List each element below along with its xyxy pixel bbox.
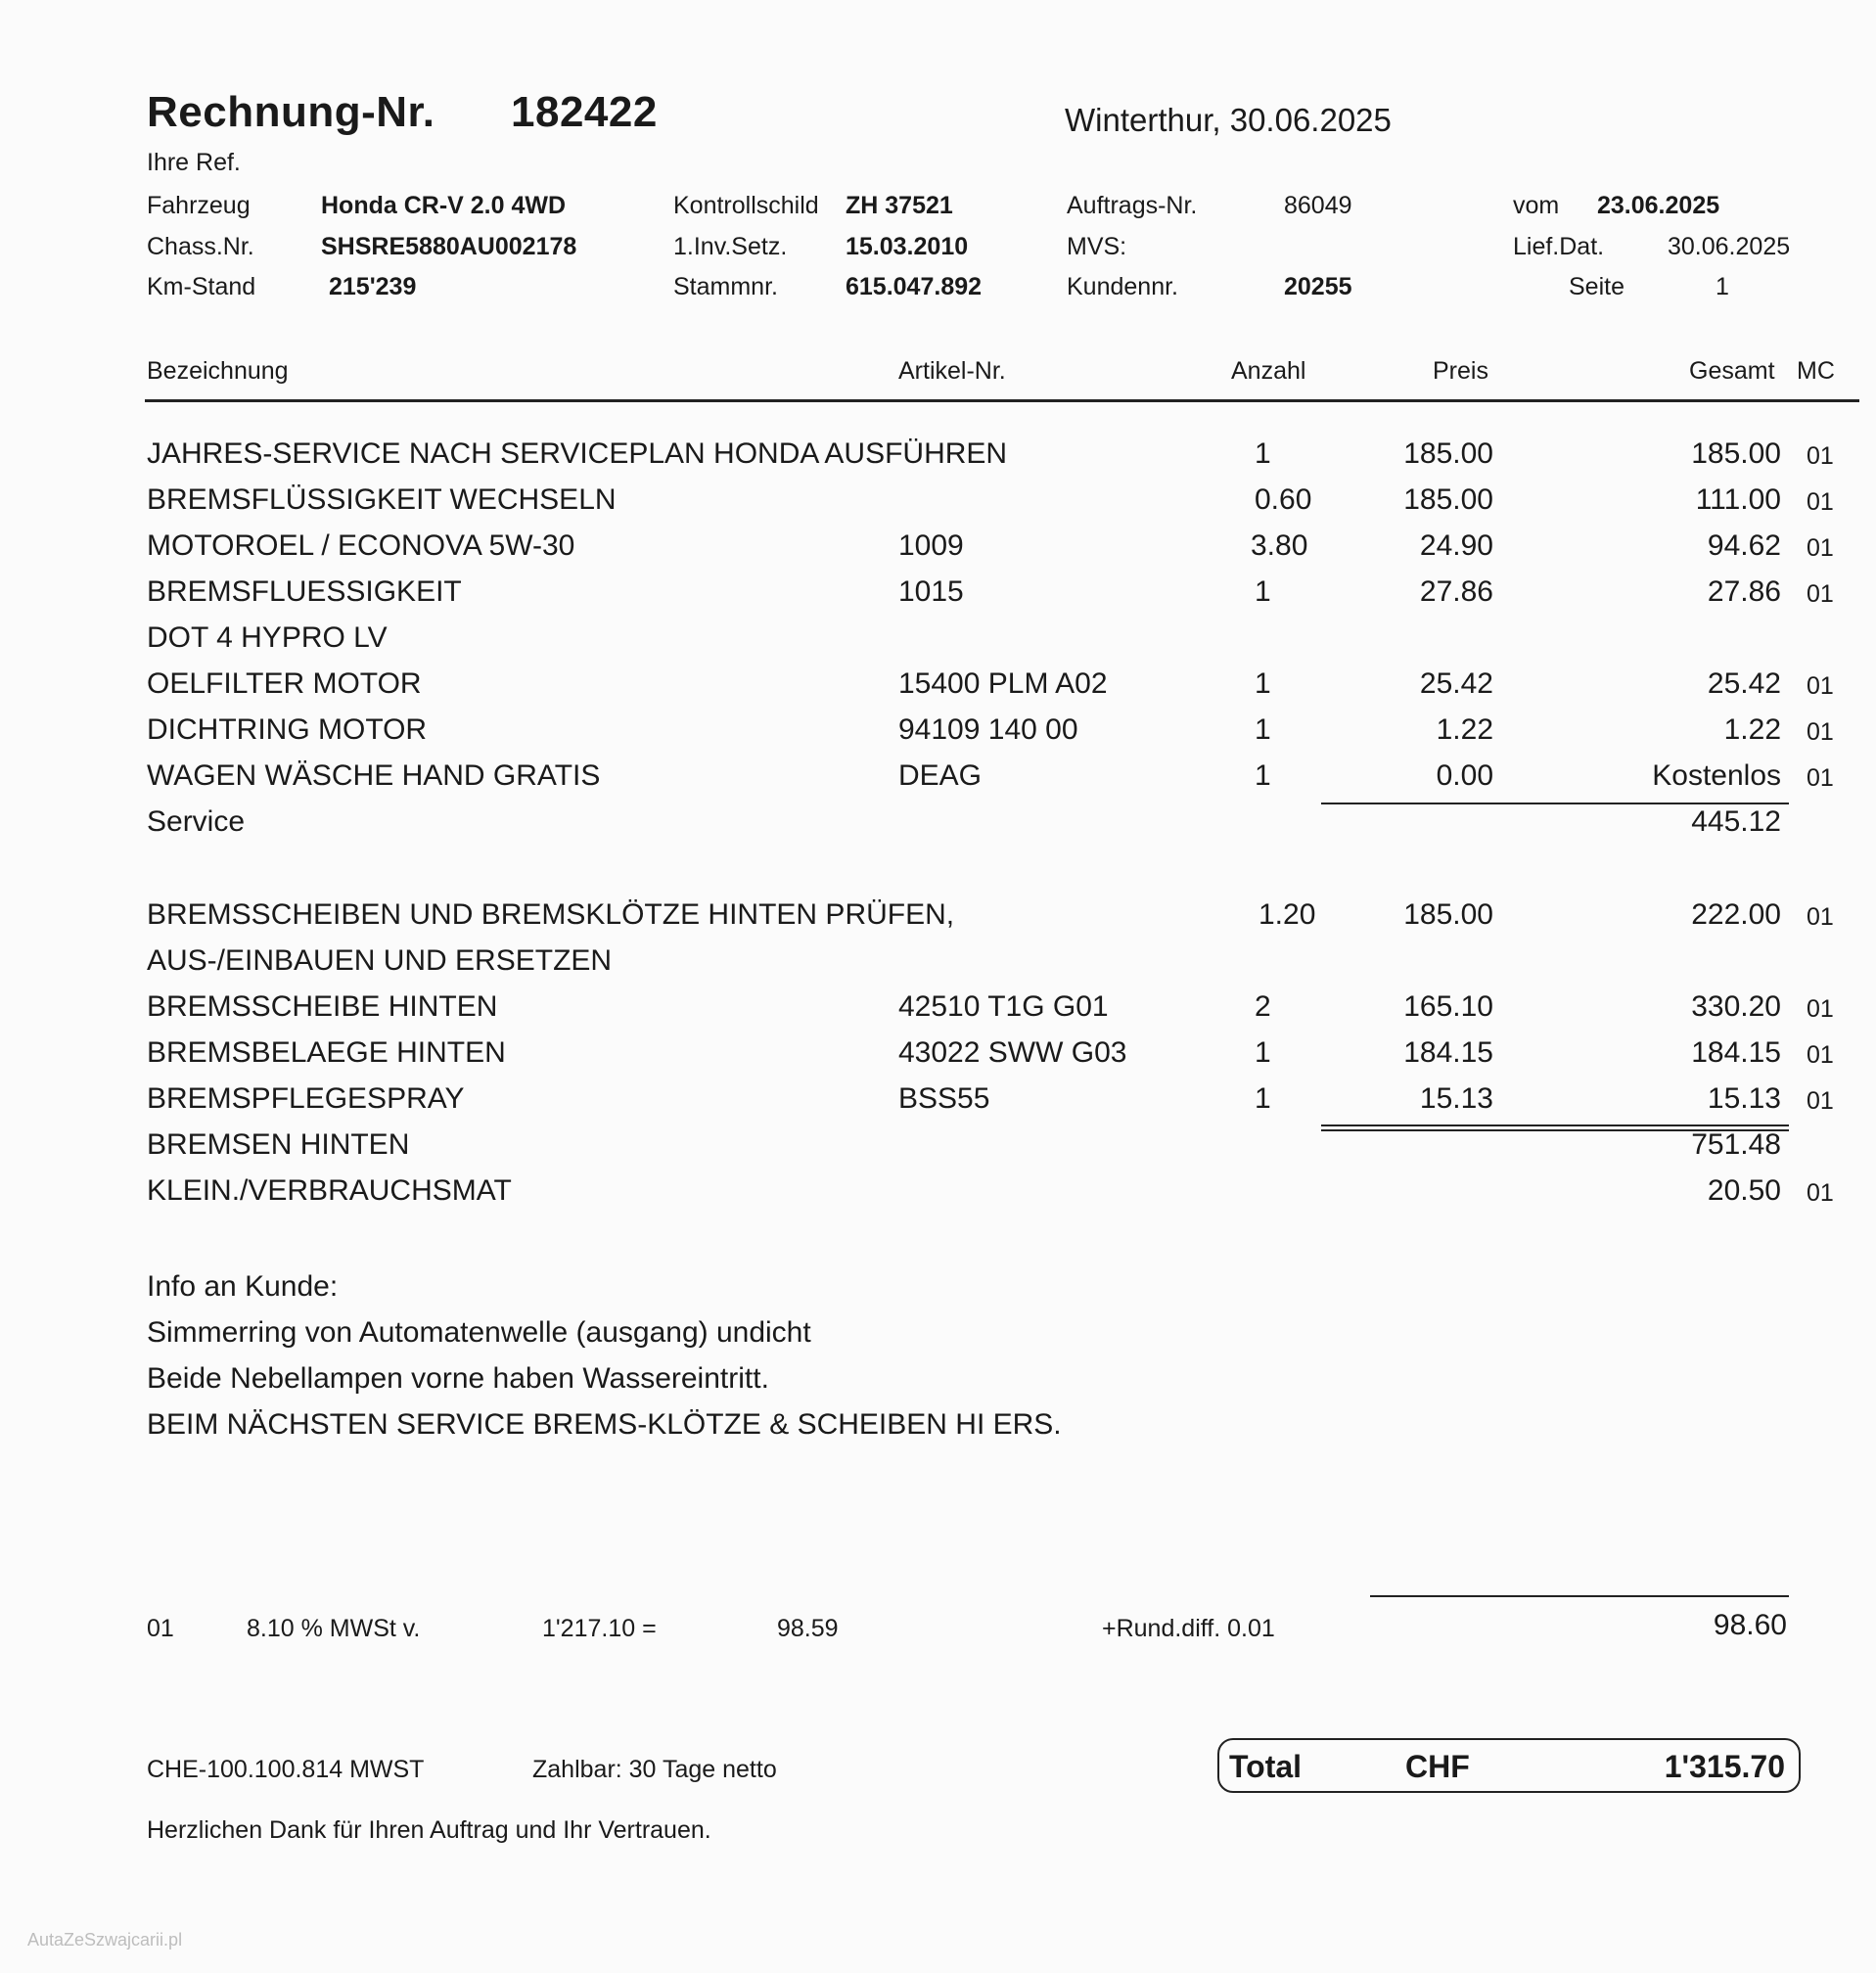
item-qty: 1.20: [1258, 898, 1316, 931]
item-price: 165.10: [1403, 990, 1493, 1023]
col-price: Preis: [1433, 357, 1488, 385]
item-price: 185.00: [1403, 483, 1493, 516]
vat-id: CHE-100.100.814 MWST: [147, 1756, 425, 1783]
item-article: 1009: [898, 529, 964, 562]
rounding-diff: +Rund.diff. 0.01: [1102, 1615, 1275, 1642]
item-desc: DOT 4 HYPRO LV: [147, 621, 388, 654]
item-price: 27.86: [1419, 575, 1493, 608]
subtotal-rule: [1321, 803, 1789, 804]
item-total: 20.50: [1707, 1174, 1781, 1207]
item-total: 111.00: [1695, 483, 1781, 516]
item-mc: 01: [1807, 672, 1834, 700]
item-qty: 1: [1255, 1036, 1271, 1069]
col-description: Bezeichnung: [147, 357, 289, 385]
col-mc: MC: [1797, 357, 1835, 385]
customer-label: Kundennr.: [1067, 273, 1178, 300]
item-qty: 1: [1255, 437, 1271, 470]
subtotal-value: 445.12: [1691, 805, 1781, 838]
item-price: 0.00: [1436, 759, 1493, 792]
item-total: 184.15: [1691, 1036, 1781, 1069]
item-price: 184.15: [1403, 1036, 1493, 1069]
item-article: 43022 SWW G03: [898, 1036, 1127, 1069]
item-qty: 0.60: [1255, 483, 1312, 516]
vehicle-label: Fahrzeug: [147, 192, 251, 219]
total-label: Total: [1229, 1749, 1303, 1784]
item-desc: BREMSSCHEIBE HINTEN: [147, 990, 498, 1023]
watermark: AutaZeSzwajcarii.pl: [27, 1930, 183, 1950]
invoice-title-label: Rechnung-Nr.: [147, 88, 435, 136]
chassis-value: SHSRE5880AU002178: [321, 233, 577, 260]
order-value: 86049: [1284, 192, 1352, 219]
vat-rule: [1370, 1595, 1789, 1597]
item-desc: DICHTRING MOTOR: [147, 713, 428, 746]
item-mc: 01: [1807, 995, 1834, 1023]
item-price: 185.00: [1403, 437, 1493, 470]
first-reg-label: 1.Inv.Setz.: [673, 233, 788, 260]
payment-terms: Zahlbar: 30 Tage netto: [532, 1756, 777, 1783]
item-desc: OELFILTER MOTOR: [147, 667, 422, 700]
item-desc: BREMSSCHEIBEN UND BREMSKLÖTZE HINTEN PRÜFEN,: [147, 898, 955, 931]
vat-base: 1'217.10 =: [542, 1615, 657, 1642]
item-price: 25.42: [1419, 667, 1493, 700]
item-qty: 2: [1255, 990, 1271, 1023]
vehicle-value: Honda CR-V 2.0 4WD: [321, 192, 567, 219]
page-value: 1: [1716, 273, 1729, 300]
header-rule: [145, 399, 1859, 402]
item-price: 24.90: [1419, 529, 1493, 562]
chassis-label: Chass.Nr.: [147, 233, 254, 260]
thanks-note: Herzlichen Dank für Ihren Auftrag und Ihr Vertrauen.: [147, 1816, 711, 1844]
delivery-value: 30.06.2025: [1668, 233, 1791, 260]
first-reg-value: 15.03.2010: [846, 233, 969, 260]
order-label: Auftrags-Nr.: [1067, 192, 1198, 219]
item-article: 15400 PLM A02: [898, 667, 1108, 700]
item-mc: 01: [1807, 764, 1834, 792]
item-qty: 1: [1255, 575, 1271, 608]
item-mc: 01: [1807, 488, 1834, 516]
item-desc: BREMSFLÜSSIGKEIT WECHSELN: [147, 483, 617, 516]
master-no-value: 615.047.892: [846, 273, 983, 300]
item-price: 15.13: [1419, 1082, 1493, 1115]
vat-rate: 8.10 % MWSt v.: [247, 1615, 421, 1642]
item-article: 1015: [898, 575, 964, 608]
info-line: Beide Nebellampen vorne haben Wassereintritt.: [147, 1362, 769, 1395]
km-value: 215'239: [329, 273, 417, 300]
col-total: Gesamt: [1689, 357, 1775, 385]
item-total: 25.42: [1707, 667, 1781, 700]
item-desc: BREMSBELAEGE HINTEN: [147, 1036, 506, 1069]
invoice-number: 182422: [511, 88, 658, 136]
item-article: 42510 T1G G01: [898, 990, 1109, 1023]
total-currency: CHF: [1405, 1749, 1470, 1784]
item-total: 1.22: [1723, 713, 1781, 746]
item-mc: 01: [1807, 580, 1834, 608]
item-article: DEAG: [898, 759, 983, 792]
item-mc: 01: [1807, 903, 1834, 931]
item-price: 1.22: [1436, 713, 1493, 746]
item-desc: BREMSFLUESSIGKEIT: [147, 575, 462, 608]
place-date: Winterthur, 30.06.2025: [1065, 102, 1392, 138]
item-desc: JAHRES-SERVICE NACH SERVICEPLAN HONDA AUSFÜHREN: [147, 437, 1008, 470]
info-line: BEIM NÄCHSTEN SERVICE BREMS-KLÖTZE & SCHEIBEN HI ERS.: [147, 1408, 1062, 1441]
item-desc: KLEIN./VERBRAUCHSMAT: [147, 1174, 512, 1207]
ref-label: Ihre Ref.: [147, 149, 241, 176]
item-desc: BREMSPFLEGESPRAY: [147, 1082, 465, 1115]
item-qty: 1: [1255, 667, 1271, 700]
item-qty: 1: [1255, 759, 1271, 792]
item-article: BSS55: [898, 1082, 990, 1115]
item-qty: 1: [1255, 1082, 1271, 1115]
subtotal-label: BREMSEN HINTEN: [147, 1128, 410, 1161]
item-mc: 01: [1807, 1087, 1834, 1115]
item-mc: 01: [1807, 442, 1834, 470]
master-no-label: Stammnr.: [673, 273, 778, 300]
plate-label: Kontrollschild: [673, 192, 819, 219]
item-mc: 01: [1807, 1179, 1834, 1207]
item-mc: 01: [1807, 718, 1834, 746]
from-label: vom: [1513, 192, 1560, 219]
item-total: 222.00: [1691, 898, 1781, 931]
vat-amount: 98.59: [777, 1615, 839, 1642]
total-box: [1217, 1738, 1801, 1793]
total-value: 1'315.70: [1664, 1749, 1785, 1784]
col-article: Artikel-Nr.: [898, 357, 1006, 385]
item-total: Kostenlos: [1652, 759, 1781, 792]
subtotal-rule: [1321, 1124, 1789, 1126]
item-desc: MOTOROEL / ECONOVA 5W-30: [147, 529, 575, 562]
item-total: 27.86: [1707, 575, 1781, 608]
item-total: 330.20: [1691, 990, 1781, 1023]
mvs-label: MVS:: [1067, 233, 1127, 260]
item-desc: AUS-/EINBAUEN UND ERSETZEN: [147, 944, 613, 977]
info-line: Simmerring von Automatenwelle (ausgang) undicht: [147, 1316, 811, 1349]
item-article: 94109 140 00: [898, 713, 1078, 746]
item-mc: 01: [1807, 1041, 1834, 1069]
col-qty: Anzahl: [1231, 357, 1306, 385]
item-price: 185.00: [1403, 898, 1493, 931]
item-total: 94.62: [1707, 529, 1781, 562]
subtotal-label: Service: [147, 805, 246, 838]
info-heading: Info an Kunde:: [147, 1270, 339, 1303]
vat-code: 01: [147, 1615, 174, 1642]
from-value: 23.06.2025: [1597, 192, 1720, 219]
item-mc: 01: [1807, 534, 1834, 562]
item-desc: WAGEN WÄSCHE HAND GRATIS: [147, 759, 601, 792]
item-total: 185.00: [1691, 437, 1781, 470]
item-total: 15.13: [1707, 1082, 1781, 1115]
vat-total: 98.60: [1713, 1609, 1787, 1641]
page-label: Seite: [1569, 273, 1624, 300]
customer-value: 20255: [1284, 273, 1352, 300]
subtotal-value: 751.48: [1691, 1128, 1781, 1161]
km-label: Km-Stand: [147, 273, 256, 300]
plate-value: ZH 37521: [846, 192, 953, 219]
delivery-label: Lief.Dat.: [1513, 233, 1605, 260]
item-qty: 3.80: [1251, 529, 1308, 562]
item-qty: 1: [1255, 713, 1271, 746]
